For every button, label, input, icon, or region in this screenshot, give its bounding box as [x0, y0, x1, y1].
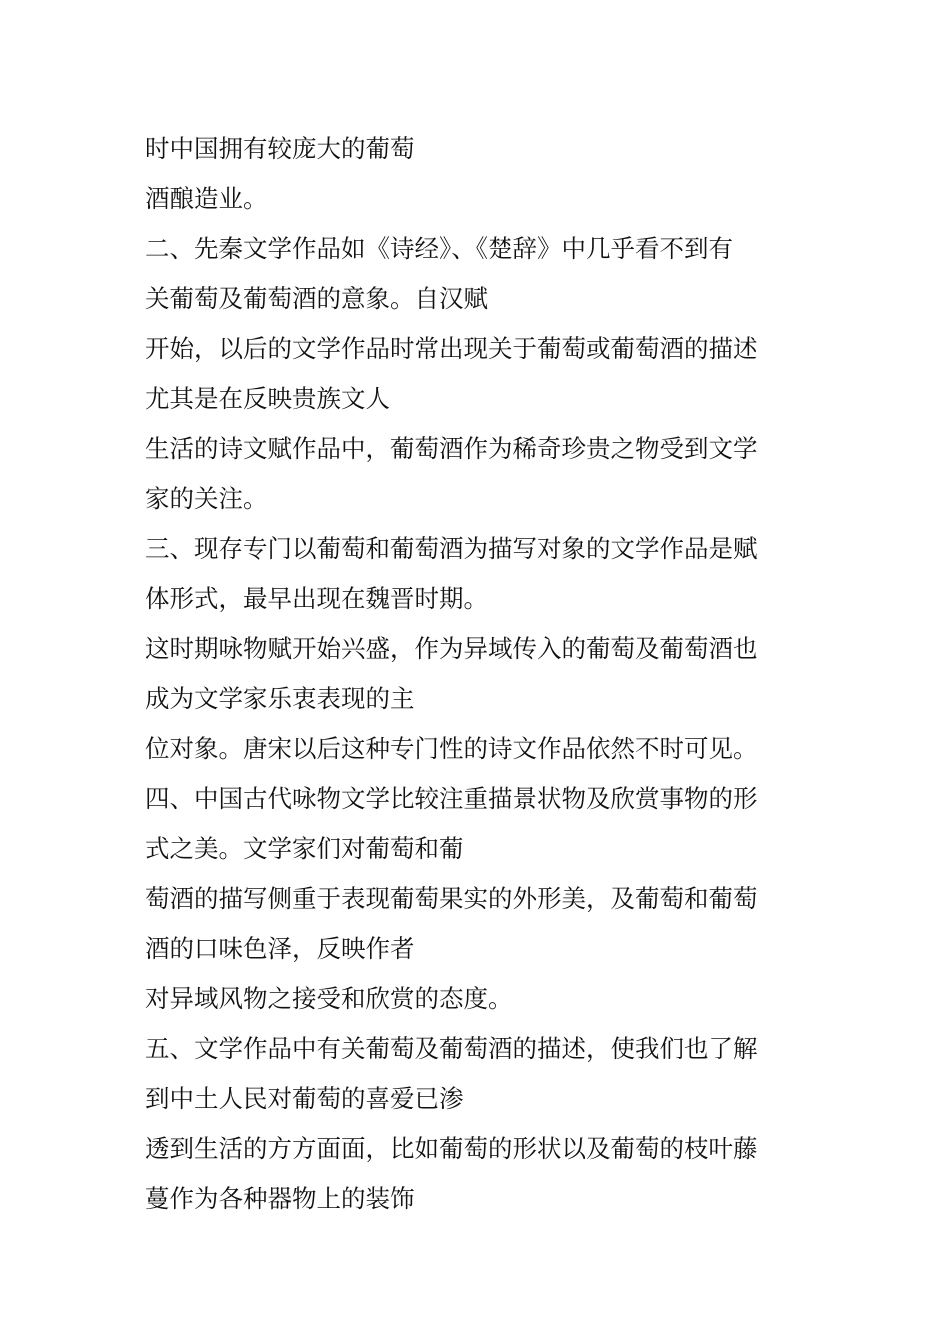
text-line: 蔓作为各种器物上的装饰 — [145, 1184, 415, 1213]
text-line: 成为文学家乐衷表现的主 — [145, 684, 415, 713]
text-line: 式之美。文学家们对葡萄和葡 — [145, 834, 464, 863]
text-line: 尤其是在反映贵族文人 — [145, 384, 390, 413]
text-line: 关葡萄及葡萄酒的意象。自汉赋 — [145, 284, 488, 313]
text-line: 萄酒的描写侧重于表现葡萄果实的外形美，及葡萄和葡萄 — [145, 884, 758, 913]
document-body — [145, 124, 835, 1224]
text-line: 五、文学作品中有关葡萄及葡萄酒的描述，使我们也了解 — [145, 1034, 758, 1063]
text-line: 酒酿造业。 — [145, 184, 268, 213]
text-line: 三、现存专门以葡萄和葡萄酒为描写对象的文学作品是赋 — [145, 534, 758, 563]
text-line: 时中国拥有较庞大的葡萄 — [145, 134, 415, 163]
text-line: 这时期咏物赋开始兴盛，作为异域传入的葡萄及葡萄酒也 — [145, 634, 758, 663]
text-line: 四、中国古代咏物文学比较注重描景状物及欣赏事物的形 — [145, 784, 758, 813]
text-line: 二、先秦文学作品如《诗经》、《楚辞》中几乎看不到有 — [145, 234, 733, 263]
text-line: 对异域风物之接受和欣赏的态度。 — [145, 984, 513, 1013]
text-line: 位对象。唐宋以后这种专门性的诗文作品依然不时可见。 — [145, 734, 758, 763]
text-line: 透到生活的方方面面，比如葡萄的形状以及葡萄的枝叶藤 — [145, 1134, 758, 1163]
text-line: 酒的口味色泽，反映作者 — [145, 934, 415, 963]
text-line: 体形式，最早出现在魏晋时期。 — [145, 584, 488, 613]
text-line: 家的关注。 — [145, 484, 268, 513]
text-line: 开始，以后的文学作品时常出现关于葡萄或葡萄酒的描述 — [145, 334, 758, 363]
text-line: 到中土人民对葡萄的喜爱已渗 — [145, 1084, 464, 1113]
text-line: 生活的诗文赋作品中，葡萄酒作为稀奇珍贵之物受到文学 — [145, 434, 758, 463]
